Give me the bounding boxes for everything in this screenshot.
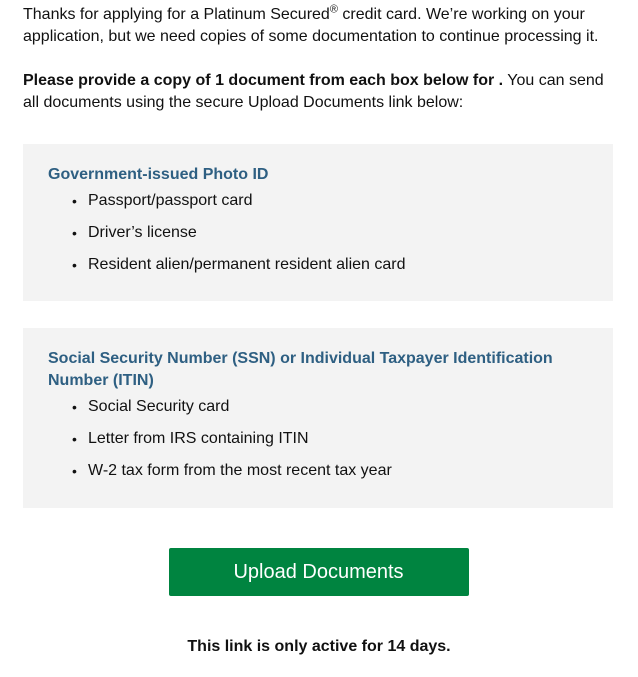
intro-text-part2: credit card. We’re working on your application, but we need copies of some documentation to continue processing it. <box>23 6 599 45</box>
registered-trademark: ® <box>329 3 338 16</box>
link-expiry-note: This link is only active for 14 days. <box>187 638 451 655</box>
intro-text-part1: Thanks for applying for a Platinum Secured <box>23 6 330 23</box>
photo-id-list <box>48 190 588 276</box>
list-item <box>72 190 588 212</box>
request-normal-text: You can send all documents using the secure Upload Documents link below: <box>23 72 604 111</box>
document-box-photo-id <box>23 144 613 301</box>
document-box-ssn-itin <box>23 328 613 508</box>
list-item-text: Resident alien/permanent resident alien card <box>88 256 406 273</box>
bullet-icon: • <box>72 399 77 415</box>
bullet-icon: • <box>72 225 77 241</box>
box-title-photo-id: Government-issued Photo ID <box>48 166 269 183</box>
email-content <box>23 4 615 508</box>
bullet-icon: • <box>72 431 77 447</box>
request-bold-text: Please provide a copy of 1 document from each box below for . <box>23 72 504 89</box>
list-item <box>72 254 588 276</box>
box-title-ssn-itin: Social Security Number (SSN) or Individual Taxpayer Identification Number (ITIN) <box>48 350 553 389</box>
list-item-text: Letter from IRS containing ITIN <box>88 430 309 447</box>
bullet-icon: • <box>72 463 77 479</box>
intro-paragraph <box>23 4 615 48</box>
list-item-text: Social Security card <box>88 398 230 415</box>
list-item-text: Driver’s license <box>88 224 197 241</box>
list-item <box>72 222 588 244</box>
upload-button-row <box>0 548 638 596</box>
list-item-text: W-2 tax form from the most recent tax year <box>88 462 392 479</box>
list-item <box>72 396 588 418</box>
list-item-text: Passport/passport card <box>88 192 253 209</box>
bullet-icon: • <box>72 193 77 209</box>
request-paragraph <box>23 70 615 114</box>
list-item <box>72 460 588 482</box>
ssn-itin-list <box>48 396 588 482</box>
list-item <box>72 428 588 450</box>
bullet-icon: • <box>72 257 77 273</box>
upload-documents-button[interactable]: Upload Documents <box>169 548 469 596</box>
